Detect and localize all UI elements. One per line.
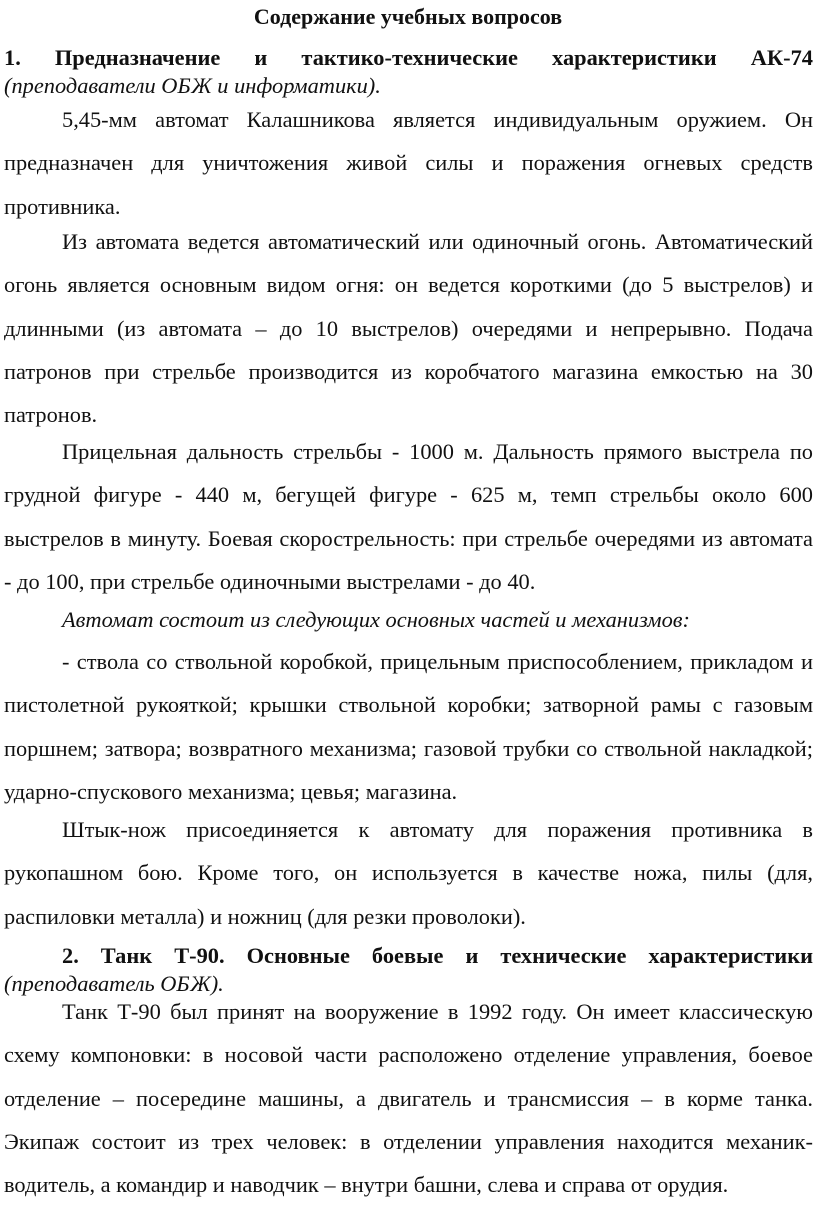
paragraph-7: Танк Т-90 был принят на вооружение в 1992 году. Он имеет классическую схему компоновки: в носовой части расположено отделение управления, боевое отделение – посередине машины, а двигатель и трансмиссия – в корме танка. Экипаж состоит из трех человек: в отделении управления находится механик-водитель, а командир и наводчик – внутри башни, слева и справа от орудия. — [4, 999, 813, 1198]
section-2-heading-note: (преподаватель ОБЖ). — [4, 971, 224, 996]
paragraph-3: Прицельная дальность стрельбы - 1000 м. Дальность прямого выстрела по грудной фигуре - 440 м, бегущей фигуре - 625 м, темп стрельбы около 600 выстрелов в минуту. Боевая скорострельность: при стрельбе очередями из автомата - до 100, при стрельбе одиночными выстрелами - до 40. — [4, 439, 813, 594]
paragraph-5: - ствола со ствольной коробкой, прицельным приспособлением, прикладом и пистолетной рукояткой; крышки ствольной коробки; затворной рамы с газовым поршнем; затвора; возвратного механизма; газовой трубки со ствольной накладкой; ударно-спускового механизма; цевья; магазина. — [4, 649, 813, 804]
paragraph-1: 5,45-мм автомат Калашникова является индивидуальным оружием. Он предназначен для уничтожения живой силы и поражения огневых средств противника. — [4, 107, 813, 219]
paragraph-4-italic: Автомат состоит из следующих основных частей и механизмов: — [62, 607, 690, 632]
document-title: Содержание учебных вопросов — [253, 4, 563, 29]
paragraph-2: Из автомата ведется автоматический или одиночный огонь. Автоматический огонь является основным видом огня: он ведется короткими (до 5 выстрелов) и длинными (из автомата – до 10 выстрелов) очередями и непрерывно. Подача патронов при стрельбе производится из коробчатого магазина емкостью на 30 патронов. — [4, 229, 813, 428]
section-1-heading-note: (преподаватели ОБЖ и информатики). — [4, 73, 381, 98]
section-2-heading-text: 2. Танк Т-90. Основные боевые и технические характеристики — [62, 943, 813, 968]
section-1-heading — [4, 44, 813, 100]
paragraph-6: Штык-нож присоединяется к автомату для поражения противника в рукопашном бою. Кроме того, он используется в качестве ножа, пилы (для, распиловки металла) и ножниц (для резки проволоки). — [4, 817, 813, 929]
section-1-heading-text: 1. Предназначение и тактико-технические характеристики АК-74 — [4, 45, 813, 70]
